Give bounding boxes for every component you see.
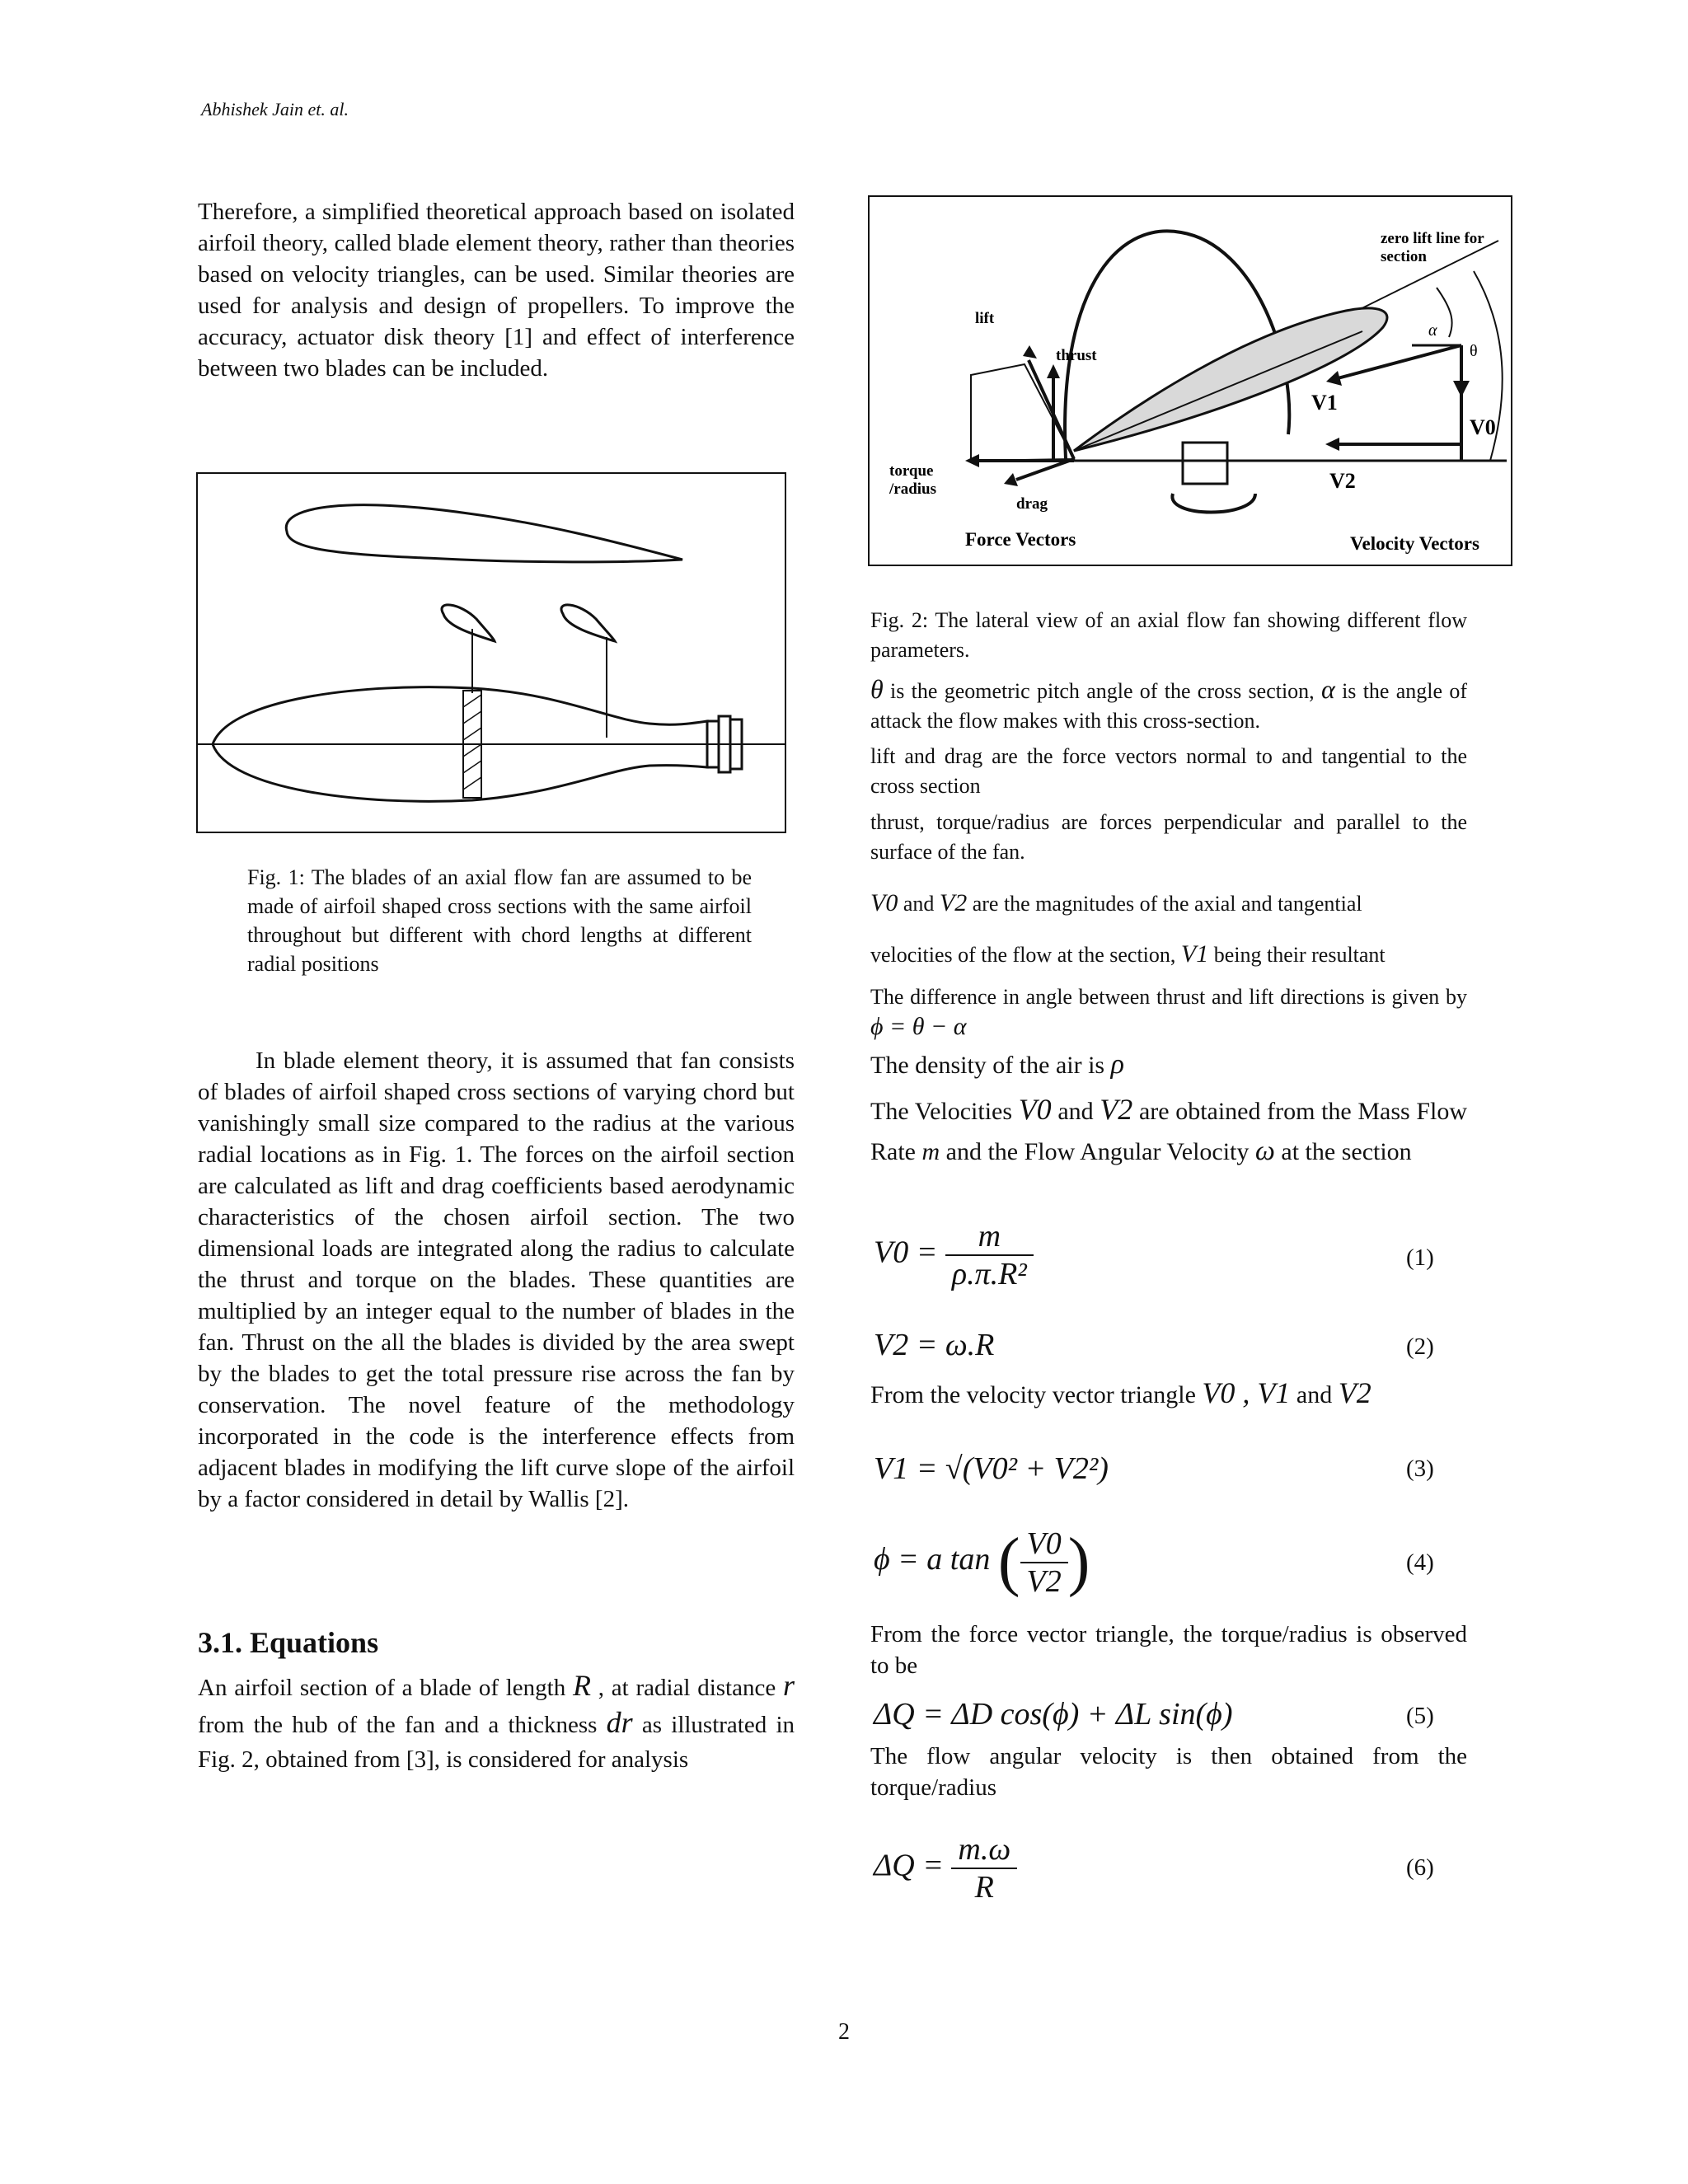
label-torque-2: /radius [889,480,937,498]
var-alpha: α [1320,674,1335,704]
equation-1 [874,1218,1434,1292]
tri-vars: V0 , V1 [1202,1376,1291,1409]
paragraph-blade-element-text: In blade element theory, it is assumed that fan consists of blades of airfoil shaped cross sections of varying chord but vanishingly small size compared to the radius at the various radial locations as in Fig. 1. The forces on the airfoil section are calculated as lift and drag coefficients based aerodynamic characteristics of the chosen airfoil section. The two dimensional loads are integrated along the radius to calculate the thrust and torque on the blades. These quantities are multiplied by an integer equal to the number of blades in the fan. Thrust on the all the blades is divided by the area swept by the blades to get the total pressure rise across the fan by conservation. The novel feature of the methodology incorporated in the code is the interference effects from adjacent blades in modifying the lift curve slope of the airfoil by a factor considered in detail by Wallis [2]. [198,1047,795,1512]
equation-4-number: (4) [1406,1549,1434,1576]
paragraph-airfoil-section [198,1668,795,1777]
eq4-left-paren: ( [997,1526,1020,1598]
equation-1-number: (1) [1406,1244,1434,1271]
note-resultant-text-b: being their resultant [1213,943,1386,967]
angular-velocity-text: The flow angular velocity is then obtained from the torque/radius [870,1743,1467,1801]
equation-2-number: (2) [1406,1333,1434,1360]
label-zero-lift-2: section [1381,248,1427,265]
equation-5-number: (5) [1406,1703,1434,1729]
var-rho: ρ [1110,1049,1124,1080]
eq6-numerator: m.ω [951,1831,1017,1869]
para3-text-c: from the hub of the fan and a thickness [198,1712,598,1738]
note-thrust-torque: thrust, torque/radius are forces perpendicular and parallel to the surface of the fan. [870,810,1467,864]
equation-6-number: (6) [1406,1854,1434,1881]
var-theta: θ [870,674,884,704]
eq-phi-def: ϕ = θ − α [870,1013,967,1040]
note-theta-alpha [870,674,1467,736]
hub-box [1183,443,1227,484]
vel-text-a: The Velocities [870,1098,1013,1125]
note-alpha-text: is the angle of attack the flow makes with this cross-section. [870,679,1468,733]
note-angle-text: The difference in angle between thrust and lift directions is given by [870,985,1467,1009]
eq6-denominator: R [974,1870,994,1905]
var-omega: ω [1254,1136,1275,1166]
equation-2: V2 = ω.R [874,1328,995,1362]
eq6-lhs: ΔQ = [874,1848,944,1883]
eq4-numerator: V0 [1020,1526,1068,1563]
eq4-right-paren: ) [1067,1526,1090,1598]
paragraph-intro [198,196,795,384]
equation-3-number: (3) [1406,1455,1434,1482]
eq1-fraction [945,1218,1034,1292]
tri-v2: V2 [1338,1376,1372,1409]
eq1-denominator: ρ.π.R² [951,1257,1027,1291]
equation-5: ΔQ = ΔD cos(ϕ) + ΔL sin(ϕ) [874,1697,1233,1732]
note-theta-text: is the geometric pitch angle of the cross section, [890,679,1315,703]
figure-2 [868,195,1512,566]
para3-text-b: , at radial distance [598,1675,776,1701]
velocity-triangle-line [870,1375,1467,1413]
note-axial-tangential [870,888,1467,919]
running-head: Abhishek Jain et. al. [201,99,349,120]
tri-text: From the velocity vector triangle [870,1381,1196,1408]
var-m: m [921,1138,940,1165]
paragraph-blade-element [198,1045,795,1515]
vel-var-v2: V2 [1100,1093,1133,1126]
vel-var-v0: V0 [1018,1093,1052,1126]
label-thrust: thrust [1056,347,1097,364]
vel-text-d: at the section [1281,1138,1412,1165]
label-lift: lift [975,310,995,327]
note-and: and [903,892,935,916]
note-lift-drag: lift and drag are the force vectors normal to and tangential to the cross section [870,744,1467,798]
var-v0: V0 [870,889,898,916]
density-text: The density of the air is [870,1052,1105,1079]
label-v2: V2 [1329,469,1356,493]
section-title: 3.1. Equations [198,1626,379,1659]
label-force-vectors: Force Vectors [965,529,1076,550]
vel-text-b: are obtained from the Mass Flow Rate [870,1098,1468,1165]
var-v2: V2 [939,889,968,916]
page-number: 2 [838,2019,850,2045]
figure-2-caption: Fig. 2: The lateral view of an axial flow fan showing different flow parameters. [870,608,1467,662]
var-R: R [572,1669,591,1702]
figure-2-vector-diagram [868,195,1512,566]
figure-1-caption: Fig. 1: The blades of an axial flow fan are assumed to be made of airfoil shaped cross sections with the same airfoil throughout but different with chord lengths at different radial positions [247,865,752,976]
eq6-fraction [951,1831,1017,1905]
label-zero-lift-1: zero lift line for [1381,230,1484,247]
eq4-fraction [1020,1526,1068,1600]
label-alpha: α [1428,321,1437,340]
note-axial-text: are the magnitudes of the axial and tangential [972,892,1362,916]
vel-text-c: and the Flow Angular Velocity [945,1138,1250,1165]
var-r: r [783,1669,795,1702]
note-resultant-text-a: velocities of the flow at the section, [870,943,1176,967]
para3-text-a: An airfoil section of a blade of length [198,1675,566,1701]
density-line [870,1048,1467,1082]
label-v1: V1 [1311,391,1338,415]
velocities-paragraph [870,1090,1467,1172]
figure-1 [196,472,786,833]
label-v0: V0 [1470,415,1496,439]
vel-and: and [1057,1098,1094,1125]
note-resultant [870,940,1467,970]
label-velocity-vectors: Velocity Vectors [1350,533,1479,554]
eq1-lhs: V0 = [874,1235,938,1270]
equation-6 [874,1831,1434,1905]
var-v1: V1 [1180,940,1209,968]
tri-and: and [1296,1381,1333,1408]
var-dr: dr [606,1706,633,1739]
label-theta: θ [1470,342,1478,360]
force-triangle-text: From the force vector triangle, the torque/radius is observed to be [870,1621,1467,1679]
para3-text-d: as illustrated in Fig. 2, obtained from [3], is considered for analysis [198,1712,795,1773]
eq4-denominator: V2 [1026,1563,1062,1599]
paragraph-intro-text: Therefore, a simplified theoretical approach based on isolated airfoil theory, called blade element theory, rather than theories based on velocity triangles, can be used. Similar theories are used for analysis and design of propellers. To improve the accuracy, actuator disk theory [1] and effect of interference between two blades can be included. [198,199,795,382]
eq4-lhs: ϕ = a tan [874,1542,991,1577]
equation-4 [874,1525,1434,1600]
eq1-numerator: m [945,1218,1034,1256]
label-torque-1: torque [889,462,934,480]
figure-1-airfoil-diagram [196,472,786,833]
note-angle-difference [870,982,1467,1043]
label-drag: drag [1016,495,1048,513]
equation-3: V1 = √(V0² + V2²) [874,1451,1109,1486]
